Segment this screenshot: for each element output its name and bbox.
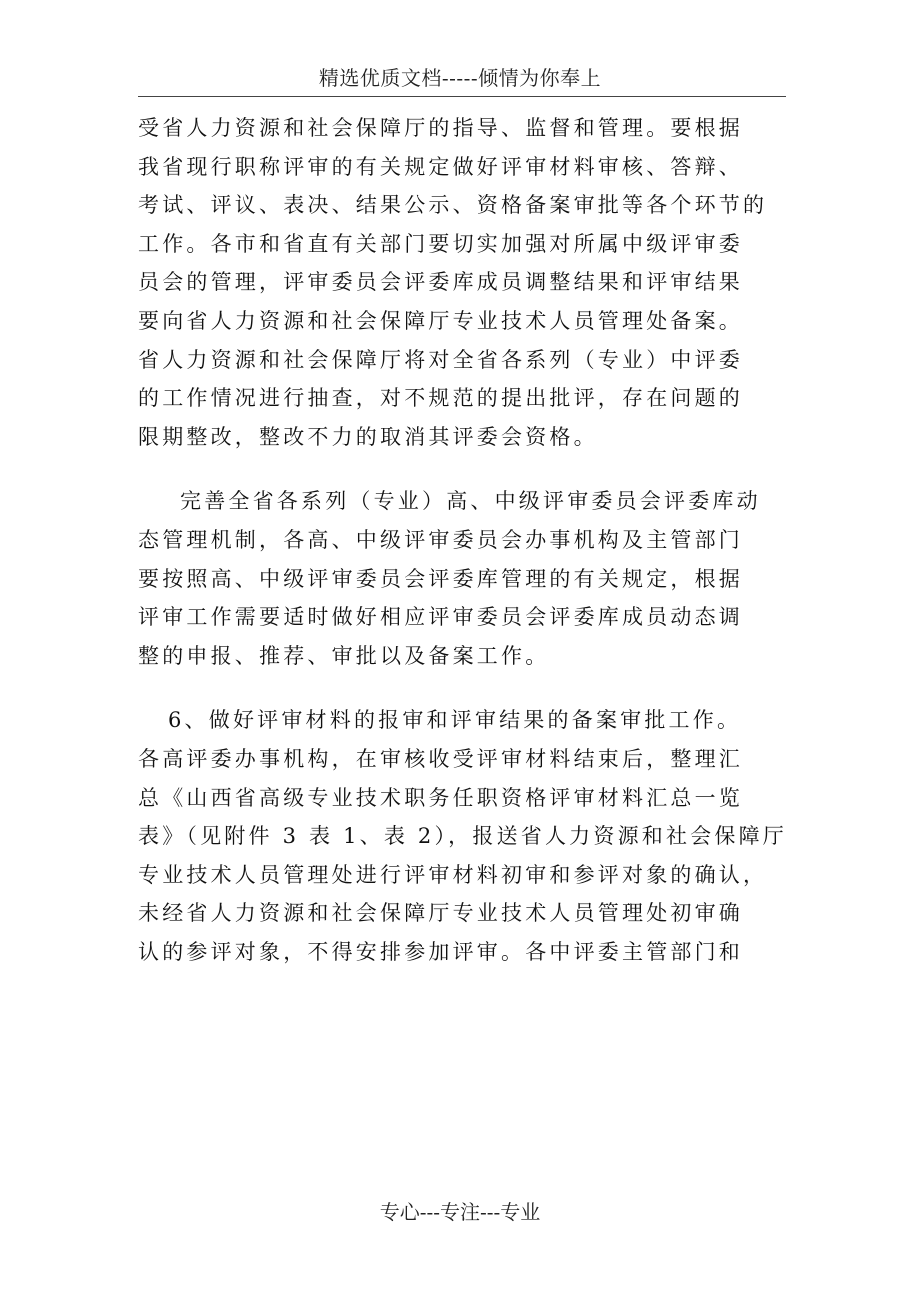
text-line: 各高评委办事机构，在审核收受评审材料结束后，整理汇 xyxy=(138,746,743,771)
text-line: 省人力资源和社会保障厅将对全省各系列（专业）中评委 xyxy=(138,347,743,372)
text-line: 完善全省各系列（专业）高、中级评审委员会评委库动 xyxy=(180,489,761,514)
paragraph-gap xyxy=(138,461,786,487)
paragraph-1 xyxy=(138,114,786,461)
text-line: 工作。各市和省直有关部门要切实加强对所属中级评审委 xyxy=(138,231,743,256)
text-line: 6、做好评审材料的报审和评审结果的备案审批工作。 xyxy=(168,708,742,733)
text-line: 认的参评对象，不得安排参加评审。各中评委主管部门和 xyxy=(138,939,743,964)
paragraph-3 xyxy=(138,706,786,976)
text-line: 态管理机制，各高、中级评审委员会办事机构及主管部门 xyxy=(138,527,743,552)
text-line: 评审工作需要适时做好相应评审委员会评委库成员动态调 xyxy=(138,605,743,630)
text-line: 要按照高、中级评审委员会评委库管理的有关规定，根据 xyxy=(138,566,743,591)
text-line: 的工作情况进行抽查，对不规范的提出批评，存在问题的 xyxy=(138,386,743,411)
text-line: 专业技术人员管理处进行评审材料初审和参评对象的确认， xyxy=(138,862,768,887)
text-line: 考试、评议、表决、结果公示、资格备案审批等各个环节的 xyxy=(138,193,768,218)
paragraph-2 xyxy=(138,487,786,680)
text-line: 表》（见附件 3 表 1、表 2），报送省人力资源和社会保障厅 xyxy=(138,824,787,849)
text-line: 未经省人力资源和社会保障厅专业技术人员管理处初审确 xyxy=(138,901,743,926)
text-line: 总《山西省高级专业技术职务任职资格评审材料汇总一览 xyxy=(138,785,743,810)
page-header: 精选优质文档-----倾情为你奉上 xyxy=(318,66,602,90)
text-line: 员会的管理，评审委员会评委库成员调整结果和评审结果 xyxy=(138,270,743,295)
text-line: 限期整改，整改不力的取消其评委会资格。 xyxy=(138,424,598,449)
text-line: 我省现行职称评审的有关规定做好评审材料审核、答辩、 xyxy=(138,154,743,179)
document-body xyxy=(138,114,786,976)
page-footer: 专心---专注---专业 xyxy=(379,1200,541,1224)
text-line: 受省人力资源和社会保障厅的指导、监督和管理。要根据 xyxy=(138,116,743,140)
text-line: 整的申报、推荐、审批以及备案工作。 xyxy=(138,643,550,668)
paragraph-gap xyxy=(138,680,786,706)
header-rule xyxy=(138,96,786,97)
text-line: 要向省人力资源和社会保障厅专业技术人员管理处备案。 xyxy=(138,308,743,333)
